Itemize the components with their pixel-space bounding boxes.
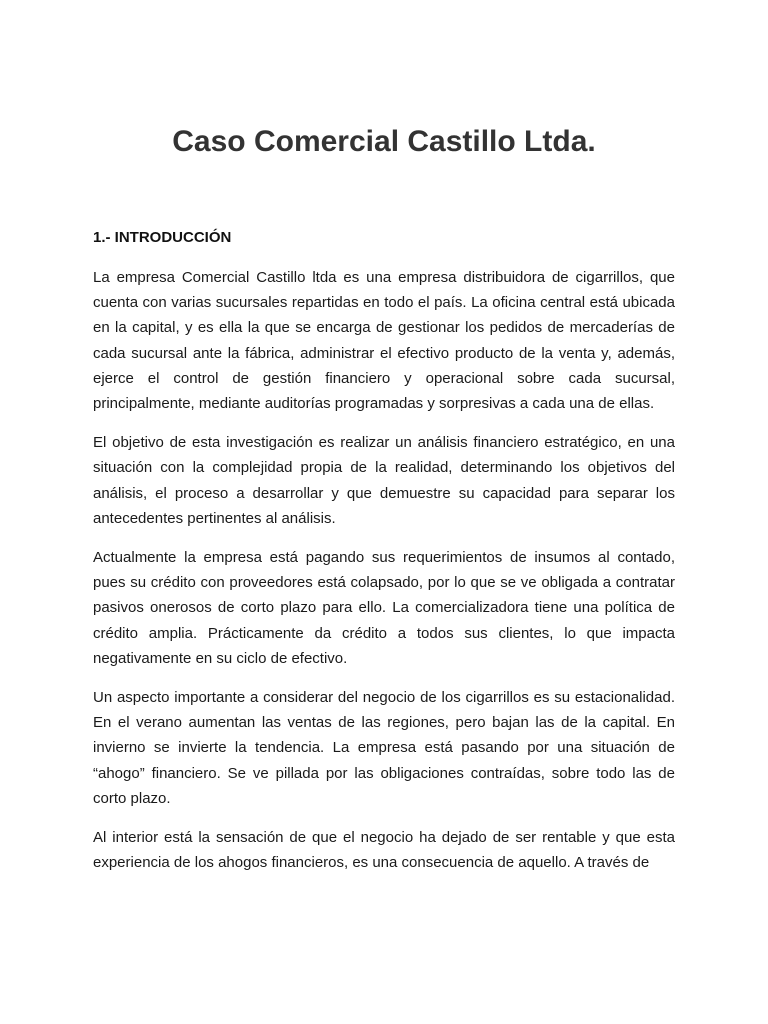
paragraph: Actualmente la empresa está pagando sus requerimientos de insumos al contado, pues su crédito con proveedores está colapsado, por lo que se ve obligada a contratar pasivos onerosos de corto plazo para ello. La comercializadora tiene una política de crédito amplia. Prácticamente da crédito a todos sus clientes, lo que impacta negativamente en su ciclo de efectivo. bbox=[93, 549, 675, 667]
paragraph: Un aspecto importante a considerar del negocio de los cigarrillos es su estacionalidad. En el verano aumentan las ventas de las regiones, pero bajan las de la capital. En invierno se invierte la tendencia. La empresa está pasando por una situación de “ahogo” financiero. Se ve pillada por las obligaciones contraídas, sobre todo las de corto plazo. bbox=[93, 689, 675, 807]
document-title: Caso Comercial Castillo Ltda. bbox=[172, 125, 596, 158]
paragraph: Al interior está la sensación de que el negocio ha dejado de ser rentable y que esta experiencia de los ahogos financieros, es una consecuencia de aquello. A través de bbox=[93, 829, 675, 872]
paragraph: La empresa Comercial Castillo ltda es una empresa distribuidora de cigarrillos, que cuenta con varias sucursales repartidas en todo el país. La oficina central está ubicada en la capital, y es ella la que se encarga de gestionar los pedidos de mercaderías de cada sucursal ante la fábrica, administrar el efectivo producto de la venta y, además, ejerce el control de gestión financiero y operacional sobre cada sucursal, principalmente, mediante auditorías programadas y sorpresivas a cada una de ellas. bbox=[93, 269, 675, 413]
document-body bbox=[93, 265, 675, 889]
section-heading: 1.- INTRODUCCIÓN bbox=[93, 229, 232, 246]
paragraph: El objetivo de esta investigación es realizar un análisis financiero estratégico, en una situación con la complejidad propia de la realidad, determinando los objetivos del análisis, el proceso a desarrollar y que demuestre su capacidad para separar los antecedentes pertinentes al análisis. bbox=[93, 434, 675, 527]
